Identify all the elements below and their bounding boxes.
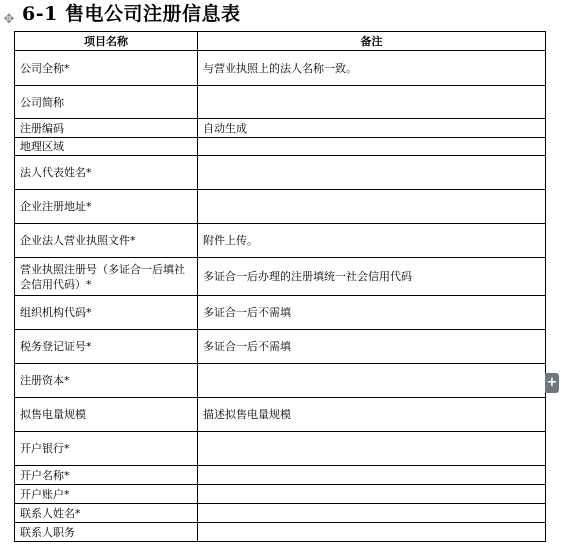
row-item-cell: 法人代表姓名*: [15, 156, 198, 190]
row-remark-cell: [198, 432, 546, 466]
table-row: [15, 138, 546, 156]
row-remark-cell: [198, 466, 546, 485]
row-remark-cell: [198, 138, 546, 156]
row-item-cell: 公司简称: [15, 86, 198, 119]
row-item-cell: 企业注册地址*: [15, 190, 198, 224]
row-item-cell: 注册资本*: [15, 364, 198, 398]
row-remark-cell: 附件上传。: [198, 224, 546, 258]
row-remark-cell: 与营业执照上的法人名称一致。: [198, 51, 546, 86]
row-remark-cell: 多证合一后办理的注册填统一社会信用代码: [198, 258, 546, 296]
table-move-handle-icon[interactable]: ✥: [3, 12, 15, 27]
table-row: [15, 330, 546, 364]
row-remark-cell: 自动生成: [198, 119, 546, 138]
row-remark-cell: [198, 364, 546, 398]
table-row: [15, 364, 546, 398]
row-remark-cell: [198, 504, 546, 523]
row-remark-cell: [198, 86, 546, 119]
table-row: [15, 190, 546, 224]
row-item-cell: 联系人姓名*: [15, 504, 198, 523]
row-item-cell: 联系人职务: [15, 523, 198, 542]
table-row: [15, 86, 546, 119]
table-row: [15, 296, 546, 330]
row-remark-cell: 多证合一后不需填: [198, 296, 546, 330]
add-row-plus-icon[interactable]: +: [545, 373, 559, 393]
row-item-cell: 组织机构代码*: [15, 296, 198, 330]
table-row: [15, 504, 546, 523]
table-row: [15, 466, 546, 485]
table-row: [15, 432, 546, 466]
table-row: [15, 398, 546, 432]
row-item-cell: 营业执照注册号（多证合一后填社会信用代码）*: [15, 258, 198, 296]
table-row: [15, 485, 546, 504]
row-remark-cell: [198, 156, 546, 190]
page-title: 6-1 售电公司注册信息表: [22, 3, 241, 25]
row-remark-cell: [198, 190, 546, 224]
table-row: [15, 51, 546, 86]
row-item-cell: 地理区域: [15, 138, 198, 156]
table-row: [15, 224, 546, 258]
row-remark-cell: 描述拟售电量规模: [198, 398, 546, 432]
table-row: [15, 523, 546, 542]
row-remark-cell: [198, 485, 546, 504]
row-item-cell: 公司全称*: [15, 51, 198, 86]
table-header-row: [15, 32, 546, 51]
row-item-cell: 税务登记证号*: [15, 330, 198, 364]
table-row: [15, 119, 546, 138]
row-item-cell: 注册编码: [15, 119, 198, 138]
header-item-name: 项目名称: [15, 32, 198, 51]
row-remark-cell: 多证合一后不需填: [198, 330, 546, 364]
registration-info-table: [14, 31, 546, 542]
row-item-cell: 开户名称*: [15, 466, 198, 485]
table-row: [15, 156, 546, 190]
row-remark-cell: [198, 523, 546, 542]
header-remark: 备注: [198, 32, 546, 51]
row-item-cell: 拟售电量规模: [15, 398, 198, 432]
row-item-cell: 开户账户*: [15, 485, 198, 504]
row-item-cell: 开户银行*: [15, 432, 198, 466]
table-row: [15, 258, 546, 296]
row-item-cell: 企业法人营业执照文件*: [15, 224, 198, 258]
